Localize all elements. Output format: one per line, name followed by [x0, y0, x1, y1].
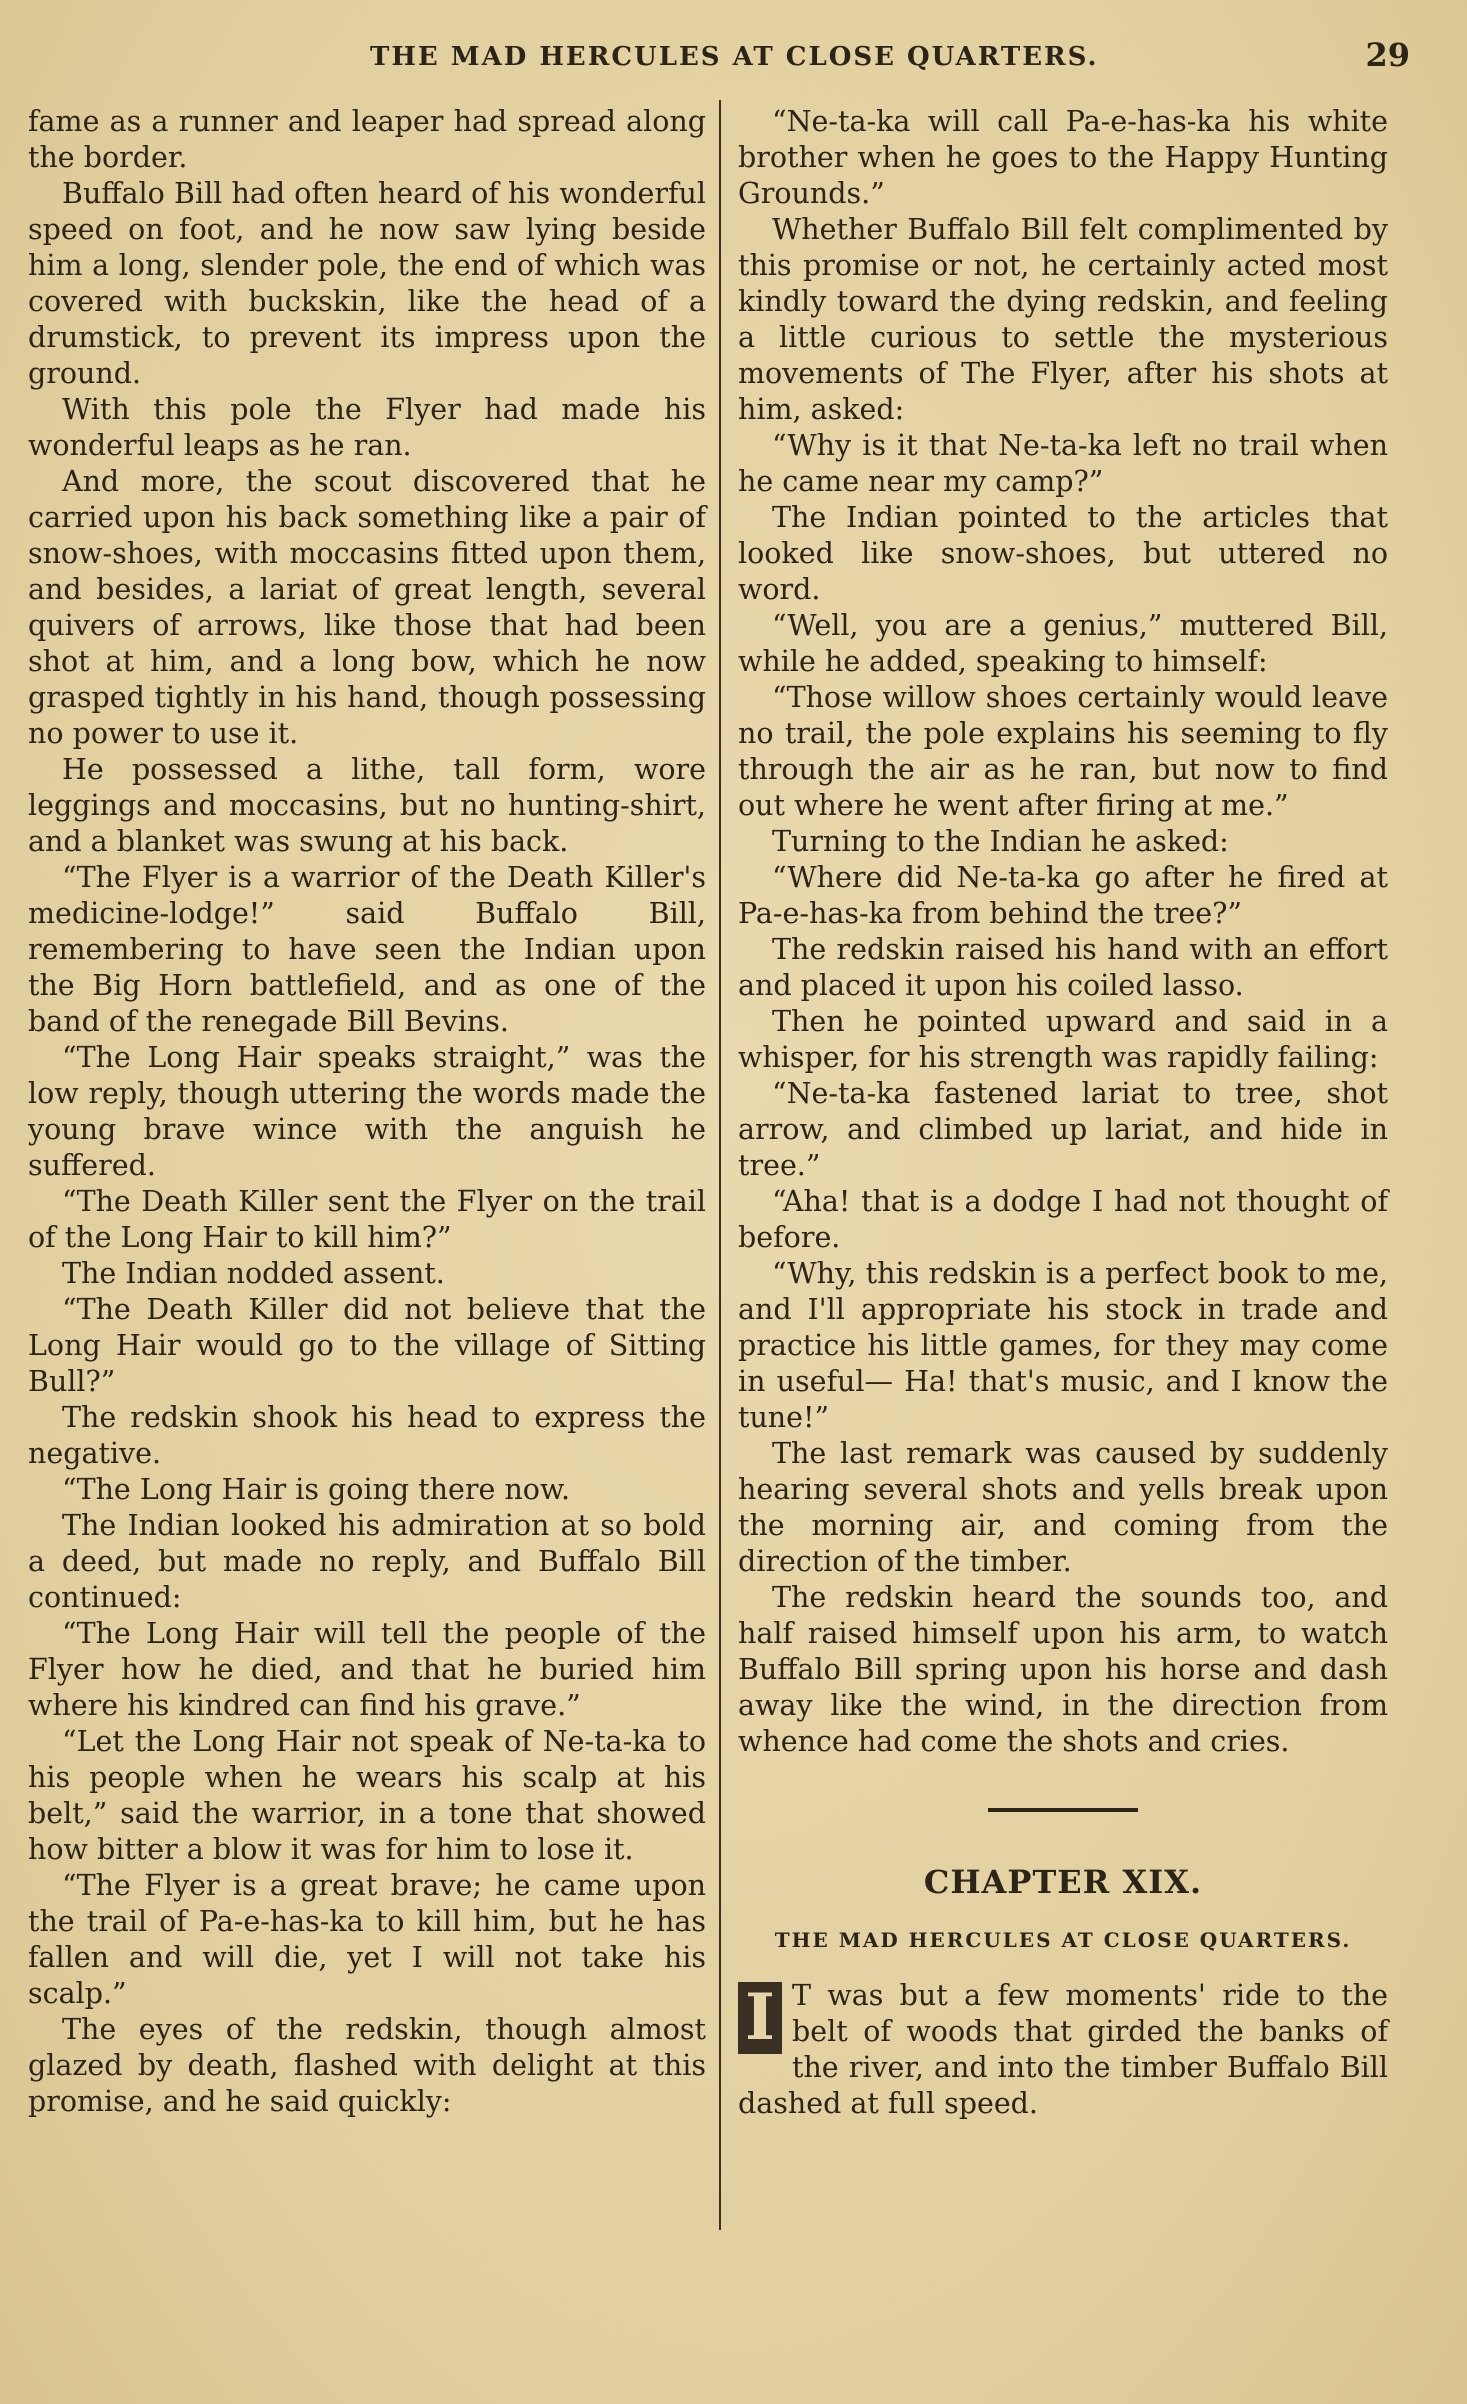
- paragraph: “The Long Hair will tell the people of the Flyer how he died, and that he buried him where his kindred can find his grave.”: [28, 1617, 706, 1722]
- paragraph: “Well, you are a genius,” muttered Bill, while he added, speaking to himself:: [738, 609, 1388, 678]
- paragraph: “The Death Killer sent the Flyer on the trail of the Long Hair to kill him?”: [28, 1185, 706, 1254]
- page-header: [30, 36, 1410, 76]
- running-head: THE MAD HERCULES AT CLOSE QUARTERS.: [370, 42, 1099, 72]
- chapter-title: CHAPTER XIX.: [923, 1863, 1203, 1901]
- chapter-opening-paragraph: [738, 1978, 1388, 2122]
- paragraph: The last remark was caused by suddenly hearing several shots and yells break upon the morning air, and coming from the direction of the timber.: [738, 1437, 1388, 1578]
- paragraph: “Aha! that is a dodge I had not thought of before.: [738, 1185, 1388, 1254]
- paragraph: Buffalo Bill had often heard of his wonderful speed on foot, and he now saw lying beside him a long, slender pole, the end of which was covered with buckskin, like the head of a drumstick, to prevent its impress upon the ground.: [28, 177, 706, 390]
- section-divider: [988, 1808, 1138, 1812]
- right-column: [738, 104, 1388, 2122]
- paragraph: The Indian nodded assent.: [62, 1257, 445, 1290]
- paragraph: Whether Buffalo Bill felt complimented by this promise or not, he certainly acted most kindly toward the dying redskin, and feeling a little curious to settle the mysterious movements of The Flyer, after his shots at him, asked:: [738, 213, 1388, 426]
- paragraph: “The Flyer is a great brave; he came upon the trail of Pa-e-has-ka to kill him, but he has fallen and will die, yet I will not take his scalp.”: [28, 1869, 706, 2010]
- chapter-subtitle: THE MAD HERCULES AT CLOSE QUARTERS.: [774, 1928, 1352, 1952]
- paragraph: He possessed a lithe, tall form, wore leggings and moccasins, but no hunting-shirt, and a blanket was swung at his back.: [28, 753, 706, 858]
- paragraph: The redskin raised his hand with an effort and placed it upon his coiled lasso.: [738, 933, 1388, 1002]
- paragraph: With this pole the Flyer had made his wonderful leaps as he ran.: [28, 393, 706, 462]
- paragraph: Then he pointed upward and said in a whisper, for his strength was rapidly failing:: [738, 1005, 1388, 1074]
- paragraph: “Ne-ta-ka fastened lariat to tree, shot arrow, and climbed up lariat, and hide in tree.”: [738, 1077, 1388, 1182]
- paragraph: “Those willow shoes certainly would leave no trail, the pole explains his seeming to fly through the air as he ran, but now to find out where he went after firing at me.”: [738, 681, 1388, 822]
- paragraph: The Indian pointed to the articles that looked like snow-shoes, but uttered no word.: [738, 501, 1388, 606]
- paragraph: “The Long Hair speaks straight,” was the low reply, though uttering the words made the young brave wince with the anguish he suffered.: [28, 1041, 706, 1182]
- paragraph: And more, the scout discovered that he carried upon his back something like a pair of snow-shoes, with moccasins fitted upon them, and besides, a lariat of great length, several quivers of arrows, like those that had been shot at him, and a long bow, which he now grasped tightly in his hand, though possessing no power to use it.: [28, 465, 706, 750]
- paragraph: “Let the Long Hair not speak of Ne-ta-ka to his people when he wears his scalp at his belt,” said the warrior, in a tone that showed how bitter a blow it was for him to lose it.: [28, 1725, 706, 1866]
- paragraph: “The Flyer is a warrior of the Death Killer's medicine-lodge!” said Buffalo Bill, remembering to have seen the Indian upon the Big Horn battlefield, and as one of the band of the renegade Bill Bevins.: [28, 861, 706, 1038]
- paragraph: The eyes of the redskin, though almost glazed by death, flashed with delight at this promise, and he said quickly:: [28, 2013, 706, 2118]
- page-number: 29: [1365, 36, 1410, 74]
- paragraph: fame as a runner and leaper had spread along the border.: [28, 105, 706, 174]
- paragraph: Turning to the Indian he asked:: [772, 825, 1229, 858]
- left-column: [28, 104, 706, 2120]
- paragraph: The redskin shook his head to express the negative.: [28, 1401, 706, 1470]
- paragraph: “The Long Hair is going there now.: [62, 1473, 571, 1506]
- paragraph: “Why, this redskin is a perfect book to me, and I'll appropriate his stock in trade and practice his little games, for they may come in useful— Ha! that's music, and I know the tune!”: [738, 1257, 1388, 1434]
- paragraph: “Where did Ne-ta-ka go after he fired at Pa-e-has-ka from behind the tree?”: [738, 861, 1388, 930]
- chapter-opening-text: T was but a few moments' ride to the belt of woods that girded the banks of the river, and into the timber Buffalo Bill dashed at full speed.: [738, 1979, 1388, 2120]
- paragraph: “Why is it that Ne-ta-ka left no trail when he came near my camp?”: [738, 429, 1388, 498]
- paragraph: The Indian looked his admiration at so bold a deed, but made no reply, and Buffalo Bill continued:: [28, 1509, 706, 1614]
- paragraph: The redskin heard the sounds too, and half raised himself upon his arm, to watch Buffalo Bill spring upon his horse and dash away like the wind, in the direction from whence had come the shots and cries.: [738, 1581, 1388, 1758]
- drop-cap: I: [738, 1982, 782, 2054]
- column-rule: [719, 100, 721, 2230]
- paragraph: “The Death Killer did not believe that the Long Hair would go to the village of Sitting Bull?”: [28, 1293, 706, 1398]
- paragraph: “Ne-ta-ka will call Pa-e-has-ka his white brother when he goes to the Happy Hunting Grounds.”: [738, 105, 1388, 210]
